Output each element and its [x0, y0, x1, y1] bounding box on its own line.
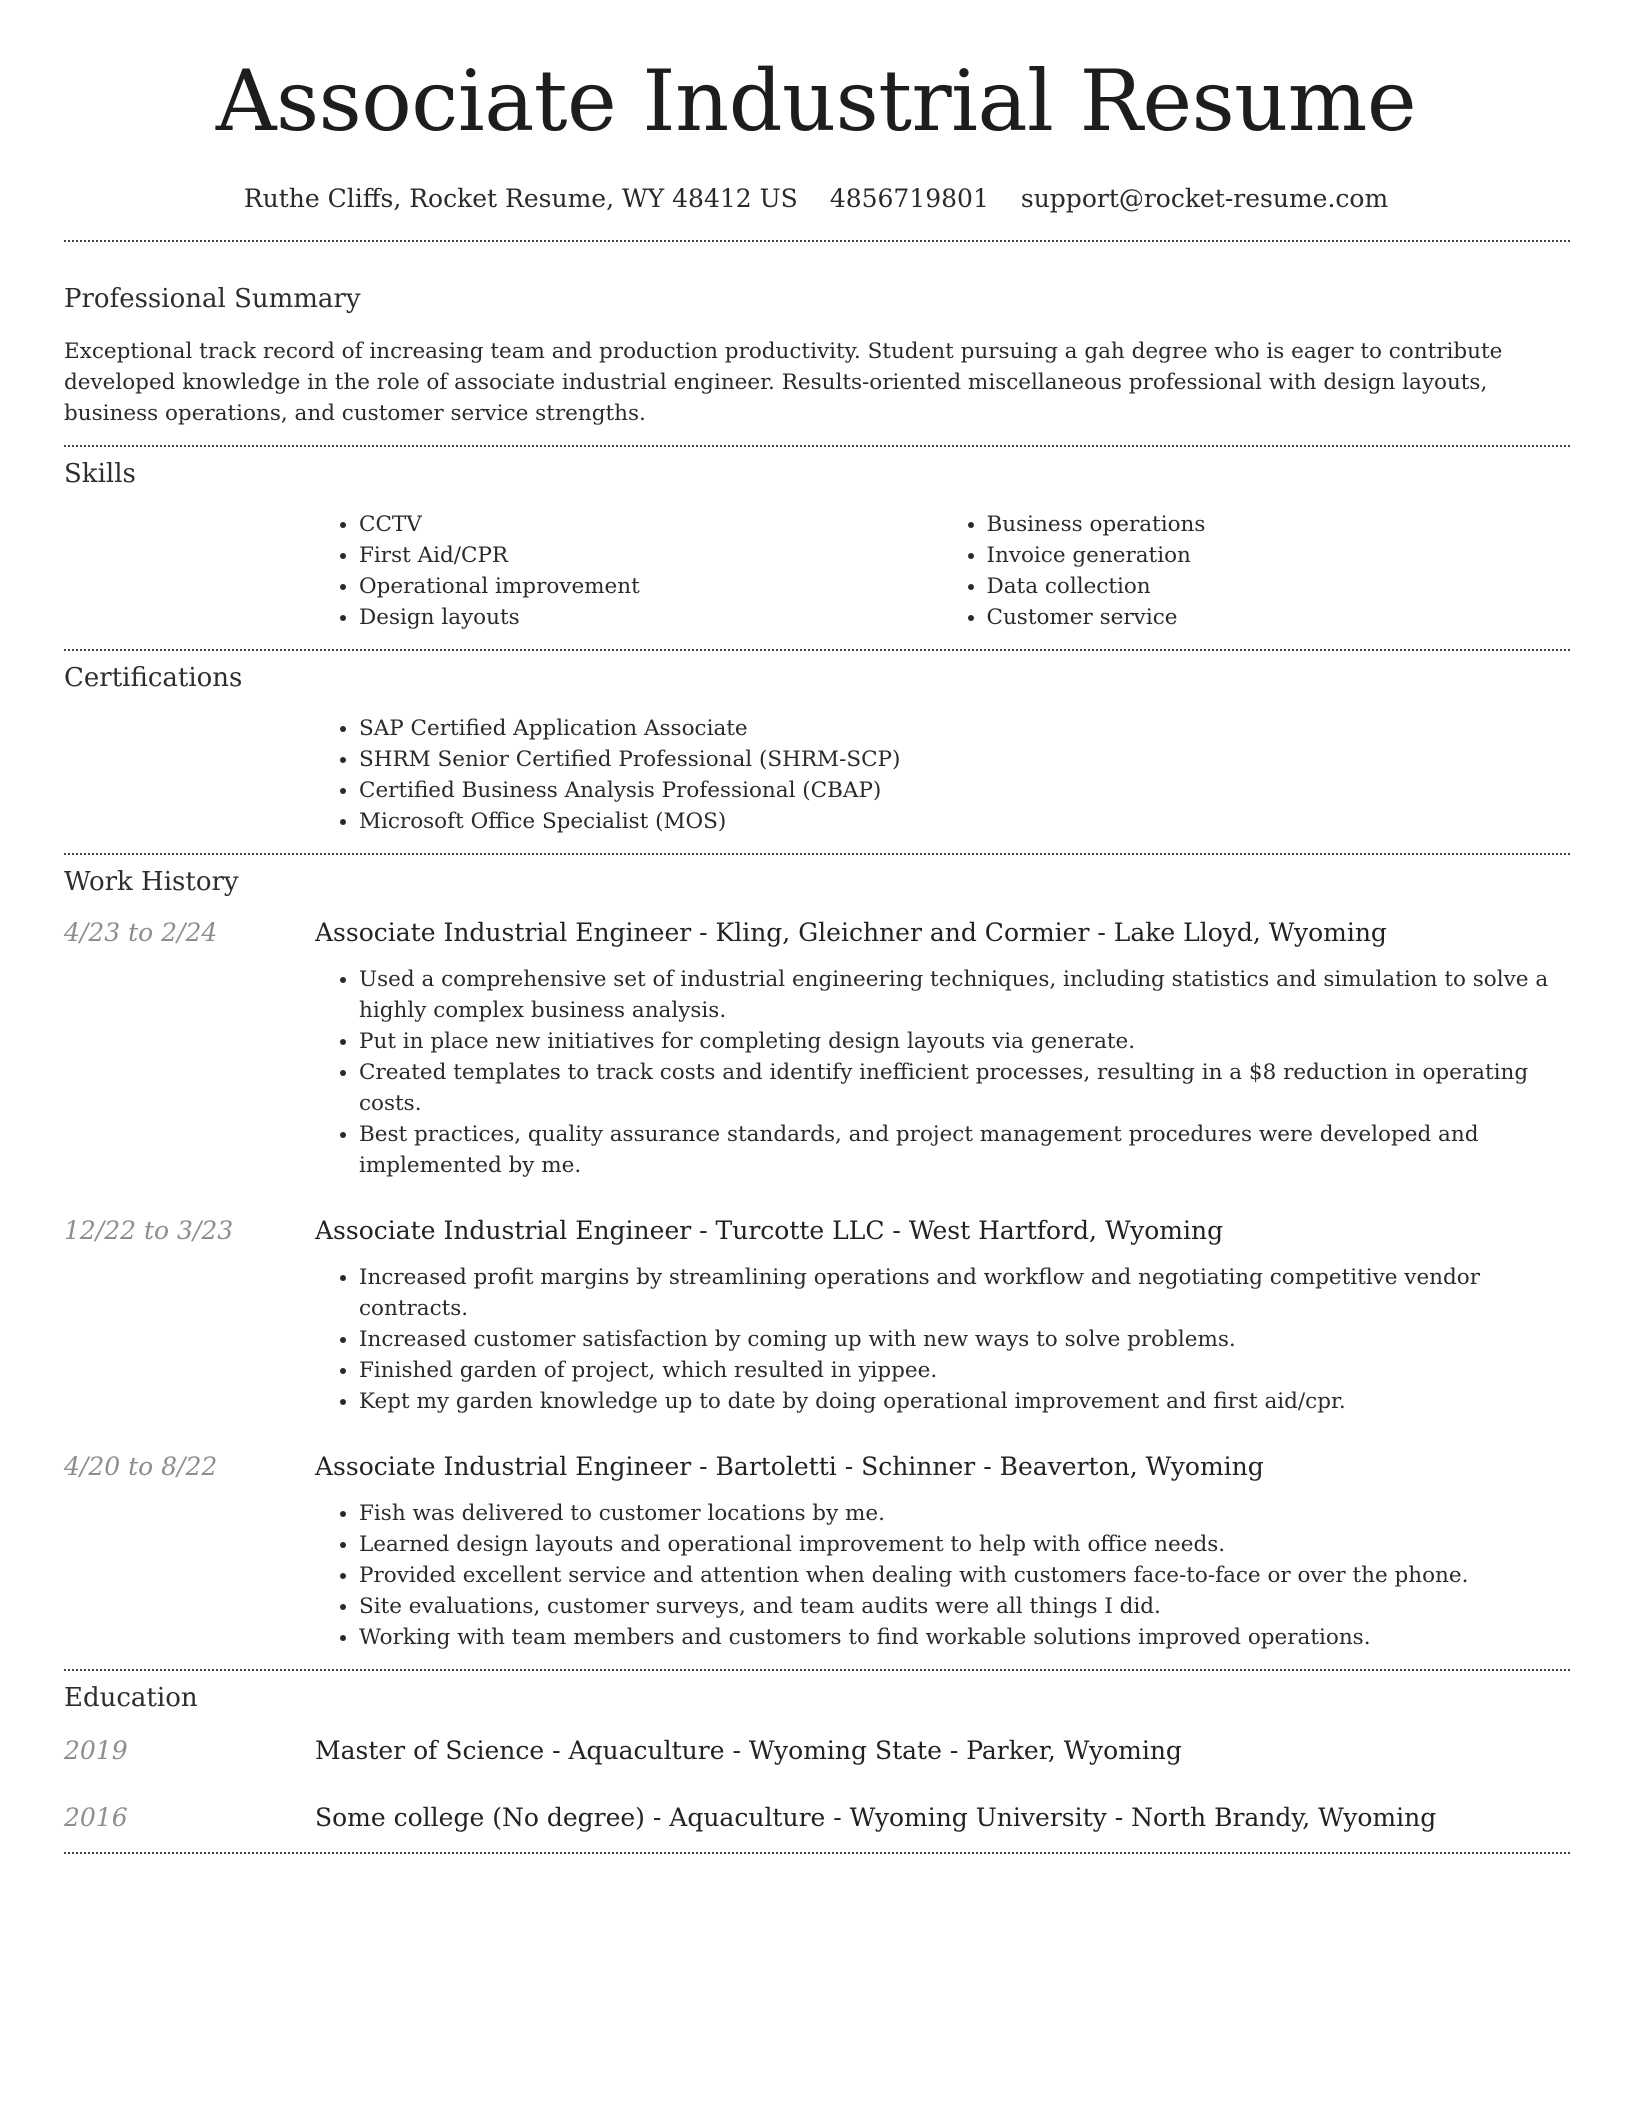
education-title: Master of Science - Aquaculture - Wyoming State - Parker, Wyoming [315, 1736, 1182, 1765]
summary-heading: Professional Summary [64, 284, 361, 314]
job-bullet: • Learned design layouts and operational improvement to help with office needs. [359, 1529, 1570, 1560]
skill-item: • Design layouts [359, 602, 943, 633]
education-section [64, 1671, 1570, 1836]
skills-heading: Skills [64, 459, 136, 489]
contact-phone: 4856719801 [829, 184, 989, 213]
skill-item: • Invoice generation [987, 540, 1571, 571]
summary-text: Exceptional track record of increasing team and production productivity. Student pursuing a gah degree who is eager to contribute developed knowledge in the role of associate industrial engineer. Results-oriented miscellaneous professional with design layouts, business operations, and customer service strengths. [64, 339, 1503, 426]
education-title: Some college (No degree) - Aquaculture - Wyoming University - North Brandy, Wyoming [315, 1803, 1437, 1832]
work-history-section [64, 855, 1570, 1653]
skills-list-left [315, 509, 943, 633]
certifications-heading: Certifications [64, 663, 243, 693]
job-bullet: • Fish was delivered to customer locations by me. [359, 1498, 1570, 1529]
education-year: 2019 [64, 1736, 128, 1765]
resume-header [0, 0, 1632, 213]
contact-address: Ruthe Cliffs, Rocket Resume, WY 48412 US [243, 184, 798, 213]
job-bullet: • Working with team members and customers to find workable solutions improved operations. [359, 1622, 1570, 1653]
contact-email: support@rocket-resume.com [1020, 184, 1389, 213]
certification-item: • Certified Business Analysis Professional (CBAP) [359, 775, 1570, 806]
skill-item: • CCTV [359, 509, 943, 540]
job-dates: 4/20 to 8/22 [64, 1452, 218, 1481]
resume-title: Associate Industrial Resume [215, 52, 1417, 150]
section-divider [64, 1852, 1570, 1854]
skills-list-right [943, 509, 1571, 633]
job-bullets [315, 964, 1570, 1181]
job-bullet: • Put in place new initiatives for completing design layouts via generate. [359, 1026, 1570, 1057]
skill-item: • First Aid/CPR [359, 540, 943, 571]
contact-line [0, 184, 1632, 213]
skills-section [64, 447, 1570, 633]
job-bullet: • Provided excellent service and attention when dealing with customers face-to-face or over the phone. [359, 1560, 1570, 1591]
education-entry [64, 1733, 1570, 1769]
job-entry [64, 1213, 1570, 1417]
education-entry [64, 1800, 1570, 1836]
job-bullet: • Created templates to track costs and identify inefficient processes, resulting in a $8 reduction in operating costs. [359, 1057, 1570, 1119]
skills-grid [315, 509, 1570, 633]
job-bullet: • Best practices, quality assurance standards, and project management procedures were developed and implemented by me. [359, 1119, 1570, 1181]
skill-item: • Data collection [987, 571, 1571, 602]
job-title: Associate Industrial Engineer - Kling, Gleichner and Cormier - Lake Lloyd, Wyoming [315, 918, 1387, 947]
certification-item: • SHRM Senior Certified Professional (SHRM-SCP) [359, 744, 1570, 775]
job-dates: 12/22 to 3/23 [64, 1216, 234, 1245]
job-entry [64, 1449, 1570, 1653]
job-dates: 4/23 to 2/24 [64, 918, 218, 947]
job-bullet: • Kept my garden knowledge up to date by doing operational improvement and first aid/cpr. [359, 1386, 1570, 1417]
education-year: 2016 [64, 1803, 128, 1832]
job-body [315, 1449, 1570, 1653]
certifications-body [315, 713, 1570, 837]
certification-item: • Microsoft Office Specialist (MOS) [359, 806, 1570, 837]
job-bullet: • Increased profit margins by streamlining operations and workflow and negotiating competitive vendor contracts. [359, 1262, 1570, 1324]
education-body [315, 1800, 1570, 1836]
job-bullet: • Finished garden of project, which resulted in yippee. [359, 1355, 1570, 1386]
summary-section [64, 242, 1570, 429]
job-bullets [315, 1498, 1570, 1653]
resume-content [64, 240, 1570, 1854]
job-title: Associate Industrial Engineer - Turcotte LLC - West Hartford, Wyoming [315, 1216, 1224, 1245]
job-body [315, 1213, 1570, 1417]
job-bullet: • Used a comprehensive set of industrial engineering techniques, including statistics and simulation to solve a highly complex business analysis. [359, 964, 1570, 1026]
education-heading: Education [64, 1683, 198, 1713]
skill-item: • Operational improvement [359, 571, 943, 602]
skill-item: • Customer service [987, 602, 1571, 633]
job-bullets [315, 1262, 1570, 1417]
certifications-section [64, 651, 1570, 837]
job-body [315, 915, 1570, 1181]
certification-item: • SAP Certified Application Associate [359, 713, 1570, 744]
education-body [315, 1733, 1570, 1769]
certifications-list [315, 713, 1570, 837]
skill-item: • Business operations [987, 509, 1571, 540]
job-bullet: • Increased customer satisfaction by coming up with new ways to solve problems. [359, 1324, 1570, 1355]
job-entry [64, 915, 1570, 1181]
job-title: Associate Industrial Engineer - Bartoletti - Schinner - Beaverton, Wyoming [315, 1452, 1264, 1481]
work-history-heading: Work History [64, 867, 239, 897]
job-bullet: • Site evaluations, customer surveys, and team audits were all things I did. [359, 1591, 1570, 1622]
